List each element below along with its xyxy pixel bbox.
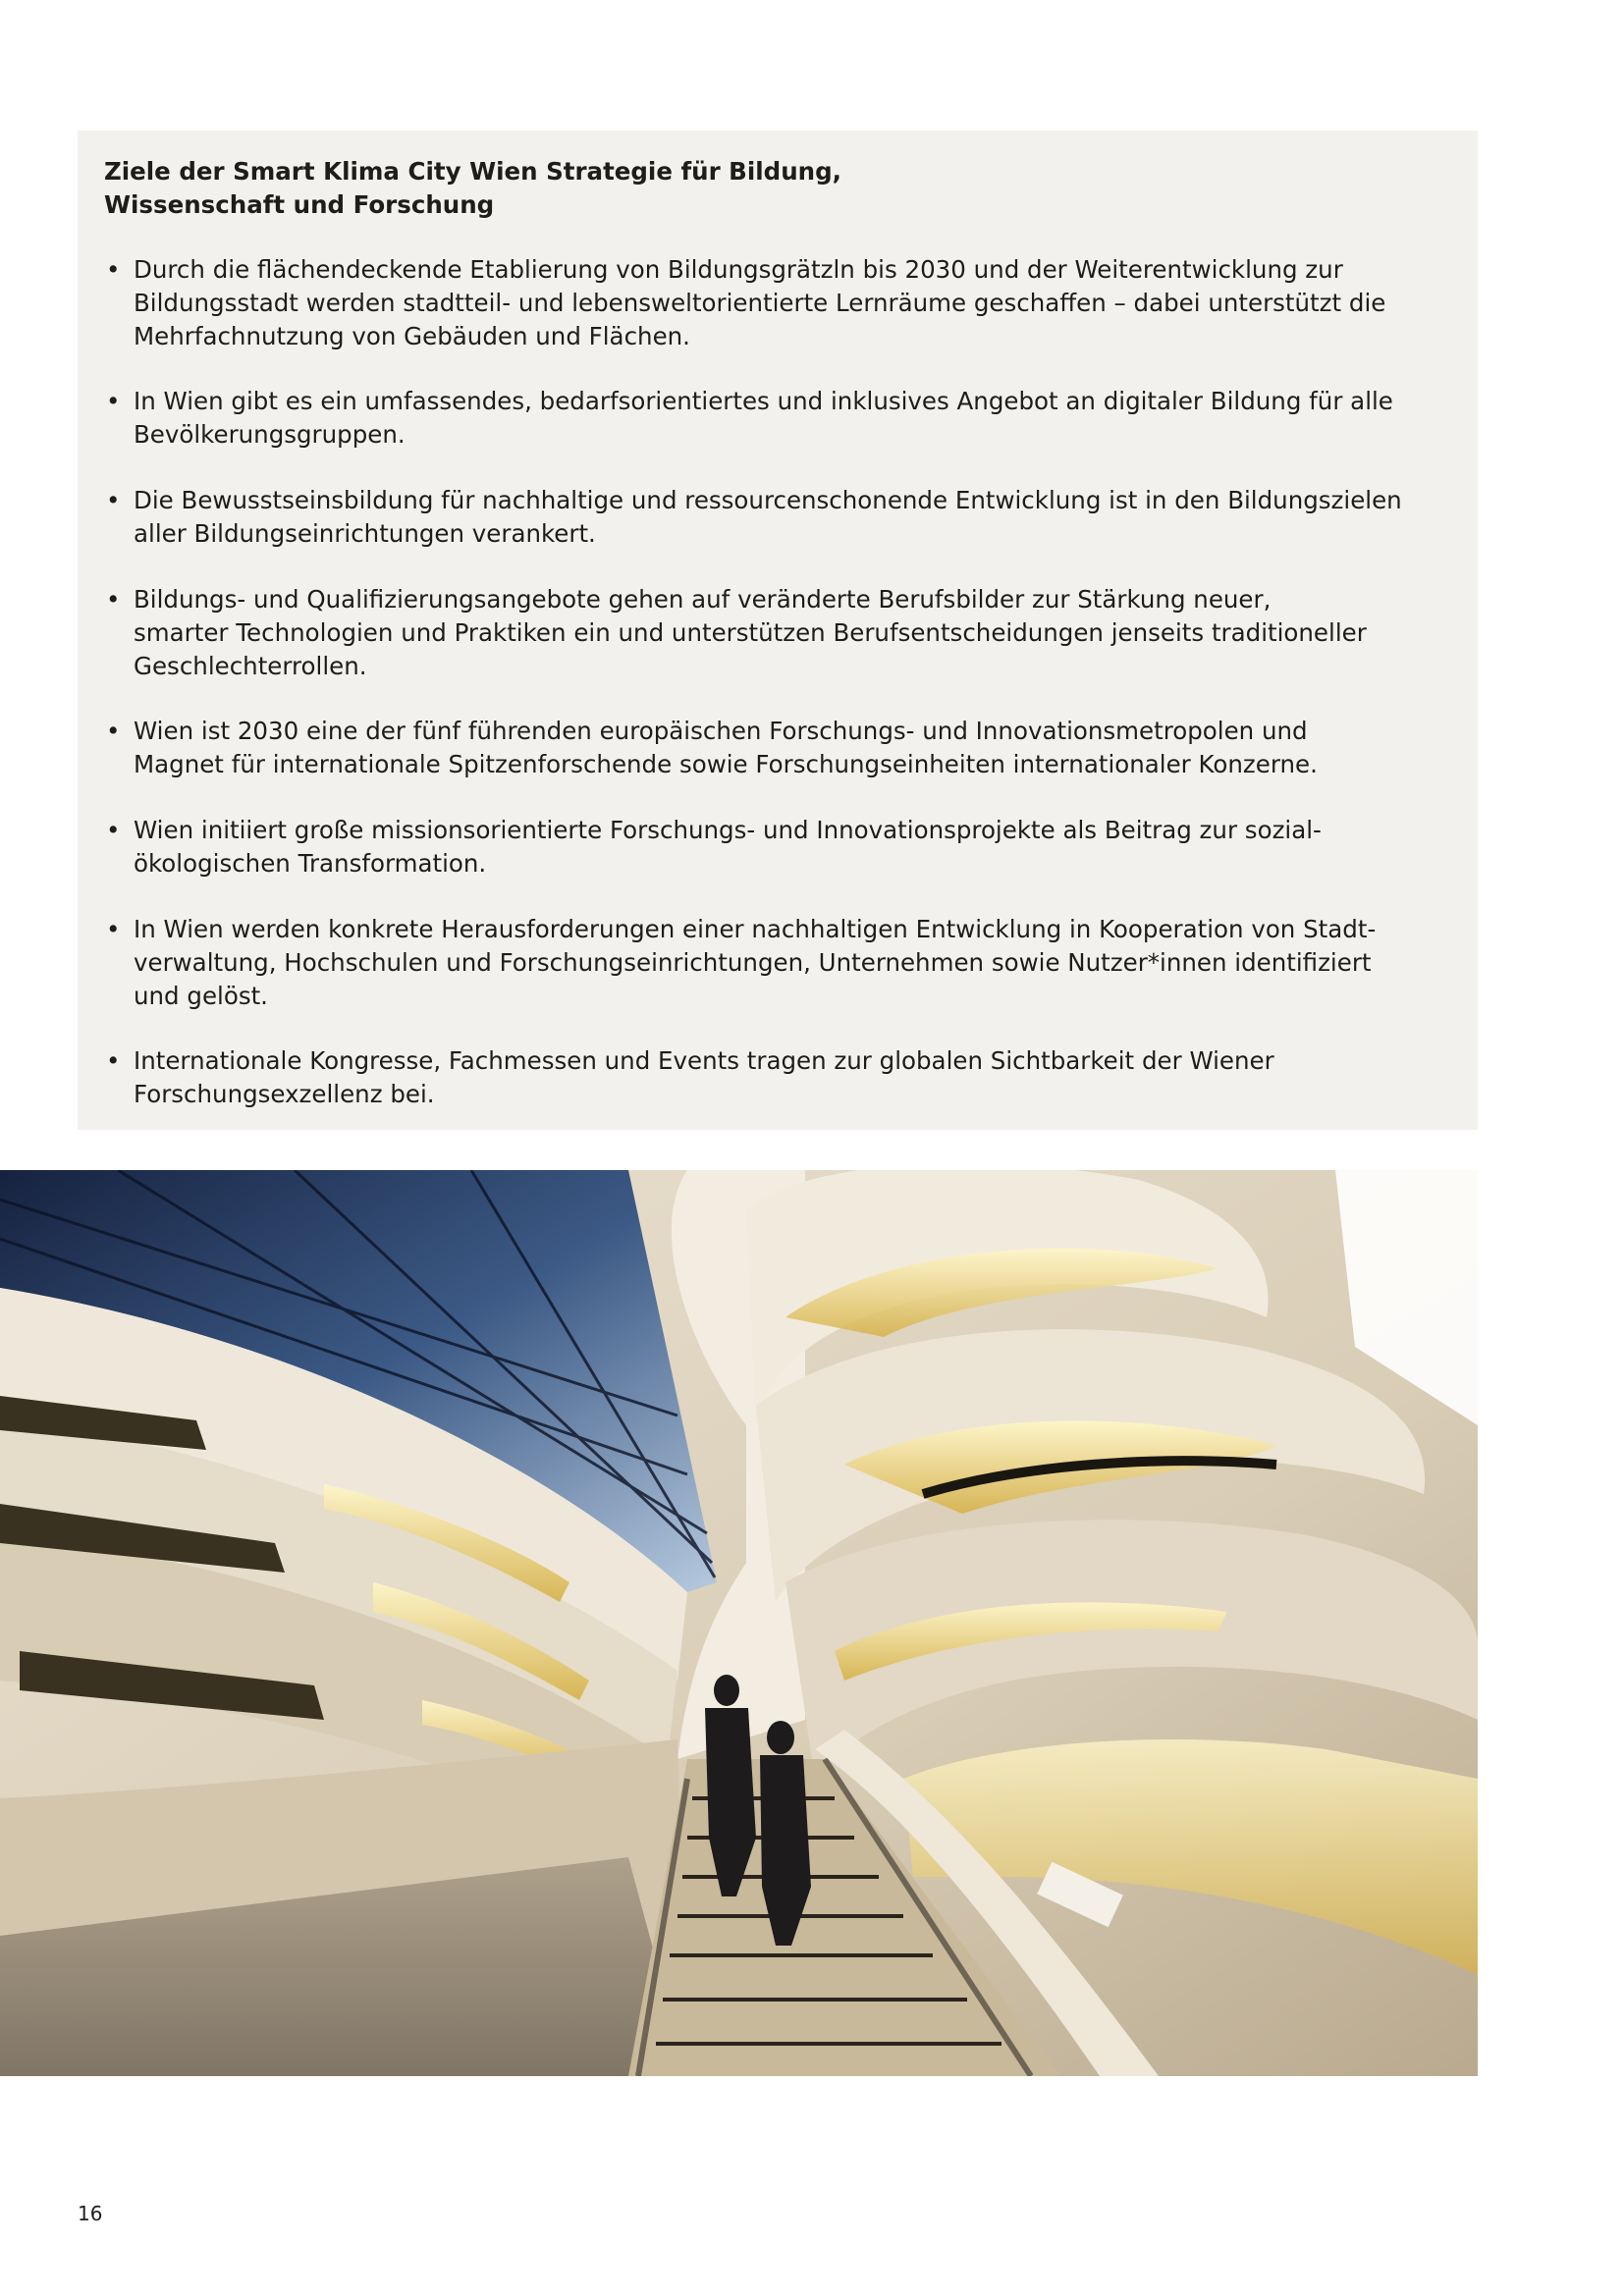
goal-line: Durch die flächendeckende Etablierung von Bildungsgrätzln bis 2030 und der Weiterentwicklung zur — [134, 255, 1343, 284]
goal-line: Wien initiiert große missionsorientierte Forschungs- und Innovationsprojekte als Beitrag zur sozial- — [134, 816, 1322, 844]
bullet-icon: • — [106, 915, 121, 943]
goal-line: ökologischen Transformation. — [134, 849, 487, 878]
goal-line: verwaltung, Hochschulen und Forschungseinrichtungen, Unternehmen sowie Nutzer*innen identifiziert — [134, 948, 1372, 977]
bullet-icon: • — [106, 816, 121, 844]
goal-item — [106, 385, 1469, 452]
goal-line: Magnet für internationale Spitzenforschende sowie Forschungseinheiten internationaler Konzerne. — [134, 750, 1318, 778]
goal-line: In Wien gibt es ein umfassendes, bedarfsorientiertes und inklusives Angebot an digitaler Bildung für alle — [134, 387, 1393, 415]
goal-line: Bildungs- und Qualifizierungsangebote gehen auf veränderte Berufsbilder zur Stärkung neuer, — [134, 585, 1272, 614]
goal-line: Internationale Kongresse, Fachmessen und Events tragen zur globalen Sichtbarkeit der Wiener — [134, 1046, 1274, 1075]
goal-item — [106, 1044, 1469, 1111]
bullet-icon: • — [106, 717, 121, 745]
goal-line: Die Bewusstseinsbildung für nachhaltige und ressourcenschonende Entwicklung ist in den Bildungszielen — [134, 486, 1402, 514]
bullet-icon: • — [106, 1046, 121, 1075]
goal-line: Geschlechterrollen. — [134, 652, 367, 680]
goal-line: Mehrfachnutzung von Gebäuden und Flächen. — [134, 322, 690, 350]
goal-line: aller Bildungseinrichtungen verankert. — [134, 519, 596, 548]
page-number: 16 — [78, 2202, 103, 2225]
goals-box — [78, 131, 1478, 1130]
goal-item — [106, 484, 1469, 551]
goal-line: Bevölkerungsgruppen. — [134, 420, 406, 449]
goals-title — [104, 155, 988, 222]
goal-line: und gelöst. — [134, 982, 268, 1010]
goal-line: In Wien werden konkrete Herausforderungen einer nachhaltigen Entwicklung in Kooperation von Stadt- — [134, 915, 1377, 943]
goal-item — [106, 814, 1469, 881]
bullet-icon: • — [106, 486, 121, 514]
goal-line: Forschungsexzellenz bei. — [134, 1080, 435, 1108]
goal-line: Wien ist 2030 eine der fünf führenden europäischen Forschungs- und Innovationsmetropolen und — [134, 717, 1308, 745]
bullet-icon: • — [106, 255, 121, 284]
bullet-icon: • — [106, 387, 121, 415]
goal-item — [106, 583, 1469, 683]
goals-title-line-2: Wissenschaft und Forschung — [104, 190, 495, 219]
goal-item — [106, 913, 1469, 1013]
goal-line: Bildungsstadt werden stadtteil- und lebensweltorientierte Lernräume geschaffen – dabei unterstützt die — [134, 289, 1386, 317]
goal-item — [106, 253, 1469, 353]
goals-title-line-1: Ziele der Smart Klima City Wien Strategie für Bildung, — [104, 157, 841, 186]
atrium-photo — [0, 1170, 1478, 2076]
bullet-icon: • — [106, 585, 121, 614]
goal-item — [106, 715, 1469, 781]
goal-line: smarter Technologien und Praktiken ein und unterstützen Berufsentscheidungen jenseits traditioneller — [134, 618, 1367, 647]
